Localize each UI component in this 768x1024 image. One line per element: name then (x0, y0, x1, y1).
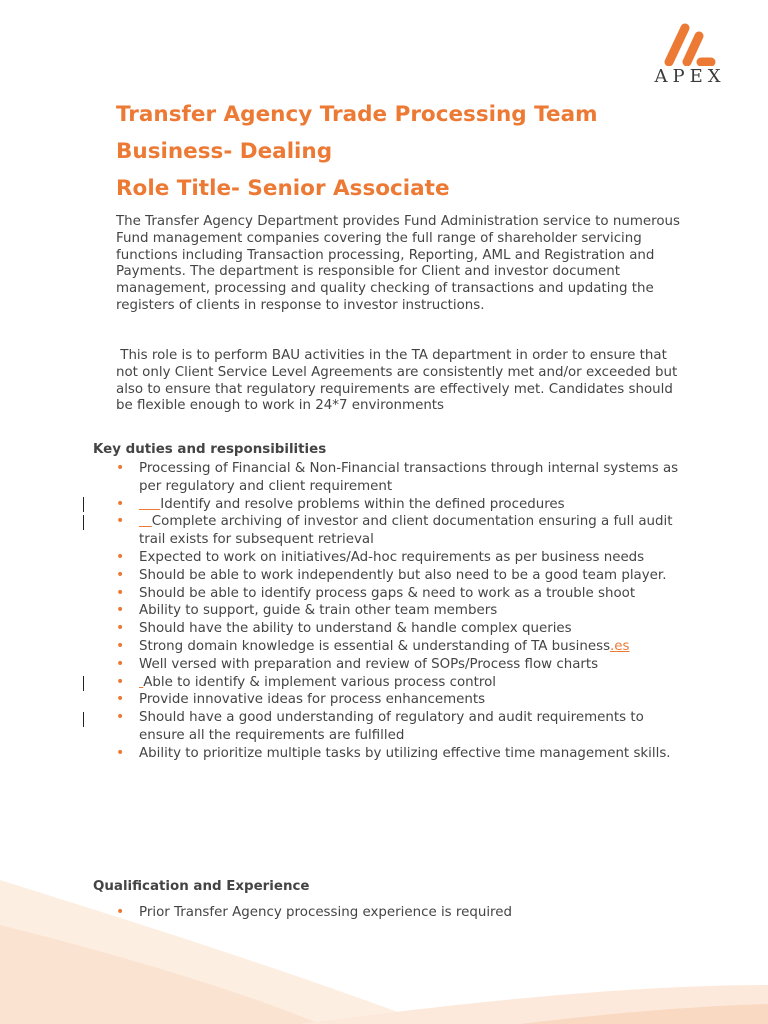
list-item: • Ability to support, guide & train other team members (116, 602, 686, 620)
tracked-change-mark: ​ (139, 514, 152, 530)
qualification-list (116, 904, 686, 922)
team-heading: Transfer Agency Trade Processing Team (116, 102, 598, 127)
apex-logo-text: APEX (654, 66, 726, 87)
duties-section-title: Key duties and responsibilities (93, 442, 327, 457)
list-item: • Should have a good understanding of regulatory and audit requirements to ensure all the requirements are fulfilled (116, 709, 686, 745)
list-item: • Prior Transfer Agency processing experience is required (116, 904, 686, 922)
tracked-change-mark: ​ (139, 496, 161, 512)
list-item: • ​ Able to identify & implement various process control (116, 674, 686, 692)
role-title-heading: Role Title- Senior Associate (116, 176, 450, 201)
list-item: • Should be able to work independently but also need to be a good team player. (116, 567, 686, 585)
change-bar-marker (83, 676, 84, 691)
change-bar-marker (83, 712, 84, 727)
apex-logo (651, 22, 729, 92)
tracked-change-suffix: .es (610, 638, 630, 654)
list-item: • Expected to work on initiatives/Ad-hoc requirements as per business needs (116, 549, 686, 567)
role-paragraph: This role is to perform BAU activities in the TA department in order to ensure that not only Client Service Level Agreements are consistently met and/or exceeded but also to ensure that regulatory requirements are effectively met. Candidates should be flexible enough to work in 24*7 environments (116, 348, 682, 414)
list-item: • Should have the ability to understand & handle complex queries (116, 620, 686, 638)
list-item: • Should be able to identify process gaps & need to work as a trouble shoot (116, 585, 686, 603)
duties-list (116, 460, 686, 763)
list-item: • Strong domain knowledge is essential & understanding of TA business.es (116, 638, 686, 656)
list-item: • ​ Complete archiving of investor and client documentation ensuring a full audit trail exists for subsequent retrieval (116, 513, 686, 549)
list-item: • ​ Identify and resolve problems within the defined procedures (116, 496, 686, 514)
list-item: • Processing of Financial & Non-Financial transactions through internal systems as per regulatory and client requirement (116, 460, 686, 496)
change-bar-marker (83, 497, 84, 512)
list-item: • Well versed with preparation and review of SOPs/Process flow charts (116, 656, 686, 674)
change-bar-marker (83, 515, 84, 530)
list-item: • Provide innovative ideas for process enhancements (116, 691, 686, 709)
tracked-change-mark: ​ (139, 674, 144, 690)
qualification-section-title: Qualification and Experience (93, 879, 310, 894)
apex-logo-mark-icon (651, 22, 729, 66)
list-item: • Ability to prioritize multiple tasks by utilizing effective time management skills. (116, 745, 686, 763)
intro-paragraph: The Transfer Agency Department provides Fund Administration service to numerous Fund management companies covering the full range of shareholder servicing functions including Transaction processing, Reporting, AML and Registration and Payments. The department is responsible for Client and investor document management, processing and quality checking of transactions and updating the registers of clients in response to investor instructions. (116, 214, 680, 313)
business-heading: Business- Dealing (116, 139, 333, 164)
